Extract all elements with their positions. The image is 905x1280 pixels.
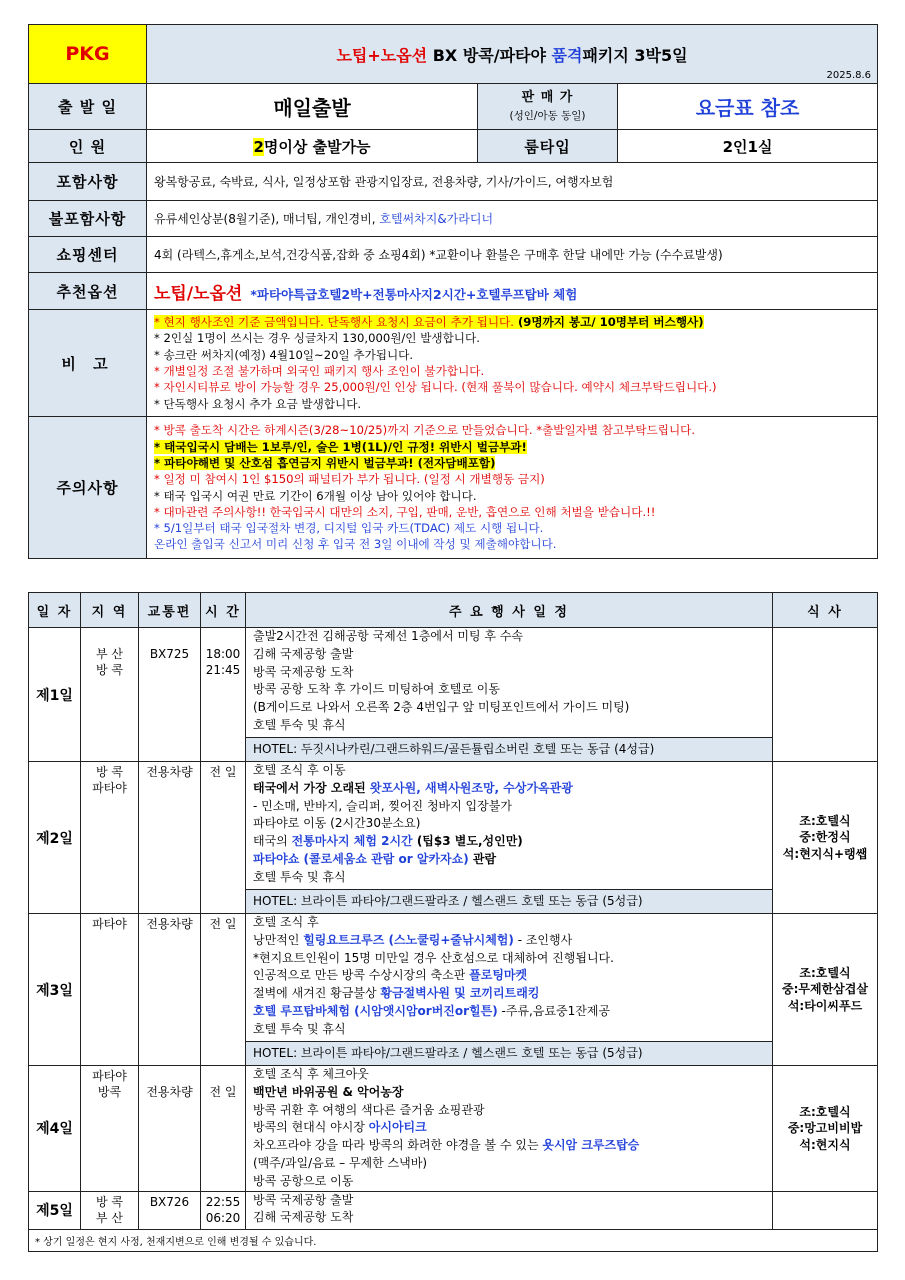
schedule-line: 김해 국제공항 출발 [253, 646, 354, 661]
price-label-sub: (성인/아동 동일) [509, 109, 586, 122]
exclude-text: 유류세인상분(8월기준), 매너팁, 개인경비, [154, 212, 380, 226]
meal-dinner: 석:현지식 [799, 1137, 851, 1152]
option-label: 추천옵션 [29, 273, 147, 310]
schedule-line: 방콕 귀환 후 여행의 색다른 즐거움 쇼핑관광 [253, 1102, 485, 1117]
schedule-line: 호텔 투숙 및 휴식 [253, 717, 346, 732]
day-label: 제4일 [29, 1066, 81, 1192]
remark-line: * 2인실 1명이 쓰시는 경우 싱글차지 130,000원/인 발생합니다. [154, 331, 480, 346]
day-label: 제2일 [29, 762, 81, 914]
schedule-line: *현지요트인원이 15명 미만일 경우 산호섬으로 대체하여 진행됩니다. [253, 950, 614, 965]
option-main: 노팁/노옵션 [154, 283, 243, 304]
remarks-label: 비 고 [29, 310, 147, 417]
people-label: 인 원 [29, 130, 147, 163]
option-sub: *파타야특급호텔2박+전통마사지2시간+호텔루프탑바 체험 [250, 286, 578, 302]
caution-label: 주의사항 [29, 417, 147, 559]
region [81, 762, 139, 914]
title-route: BX 방콕/파타야 [427, 45, 552, 65]
region-line: 파타야 [92, 781, 127, 795]
schedule-line [253, 1119, 772, 1137]
time-line: 06:20 [205, 1210, 241, 1225]
schedule-text: 관람 [468, 851, 497, 866]
region [81, 628, 139, 762]
caution-text: * 파타야해변 및 산호섬 흡연금지 위반시 벌금부과! (전자담배포함) [154, 455, 496, 470]
schedule-line [253, 1137, 772, 1155]
itinerary-header-row [29, 593, 878, 628]
transport: BX726 [139, 1191, 201, 1229]
schedule-text: 차오프라야 강을 따라 방콕의 화려한 야경을 볼 수 있는 [253, 1138, 543, 1153]
schedule-highlight: 플로팅마켓 [469, 968, 528, 983]
schedule-line [253, 985, 772, 1003]
col-header-day: 일 자 [29, 593, 81, 628]
schedule-line: 방콕 국제공항 출발 [253, 1192, 354, 1207]
price-value: 요금표 참조 [618, 84, 878, 130]
remark-line: * 자인시티뷰로 방이 가능할 경우 25,000원/인 인상 됩니다. (현재 풀북이 많습니다. 예약시 체크부탁드립니다.) [154, 380, 717, 395]
caution-text: * 태국입국시 담배는 1보루/인, 술은 1병(1L)/인 규정! 위반시 벌금부과! [154, 439, 527, 454]
schedule-text: 태국의 [253, 834, 292, 849]
col-header-meal: 식 사 [773, 593, 878, 628]
shopping-value: 4회 (라텍스,휴게소,보석,건강식품,잡화 중 쇼핑4회) *교환이나 환불은 구매후 한달 내에만 가능 (수수료발생) [147, 237, 878, 273]
time-line: 22:55 [205, 1194, 241, 1209]
schedule-line: 호텔 조식 후 이동 [253, 763, 346, 777]
caution-line [154, 439, 877, 455]
schedule-highlight: 왓포사원, 새벽사원조망, 수상가옥관광 [369, 780, 573, 795]
remark-text: (9명까지 봉고/ 10명부터 버스행사) [513, 315, 704, 330]
caution-line: * 일정 미 참여시 1인 $150의 패널티가 부가 됩니다. (일정 시 개별행동 금지) [154, 472, 545, 487]
schedule-highlight: 전통마사지 체험 2시간 [291, 834, 413, 849]
col-header-region: 지 역 [81, 593, 139, 628]
people-min-number: 2 [253, 137, 264, 156]
include-value: 왕복항공료, 숙박료, 식사, 일정상포함 관광지입장료, 전용차량, 기사/가이드, 여행자보험 [147, 163, 878, 201]
remark-text: * 현지 행사조인 기준 금액입니다. 단독행사 요청시 요금이 추가 됩니다. [154, 315, 514, 330]
caution-list [147, 417, 878, 559]
departure-value: 매일출발 [147, 84, 478, 130]
schedule-highlight: 파타야쇼 (콜로세움쇼 관람 or 알카자쇼) [253, 851, 469, 866]
schedule-text: 낭만적인 [253, 932, 304, 947]
transport: 전용차량 [139, 762, 201, 914]
region [81, 1066, 139, 1192]
meal-cell [773, 762, 878, 914]
col-header-transport: 교통편 [139, 593, 201, 628]
day-row [29, 1066, 878, 1192]
time-line: 21:45 [205, 663, 241, 677]
schedule-highlight: 황금절벽사원 및 코끼리트래킹 [380, 986, 540, 1001]
exclude-value [147, 201, 878, 237]
title-notip: 노팁+노옵션 [336, 45, 428, 65]
remarks-list [147, 310, 878, 417]
day-label: 제5일 [29, 1191, 81, 1229]
schedule-line: 방콕 공항 도착 후 가이드 미팅하여 호텔로 이동 [253, 682, 500, 697]
exclude-surcharge: 호텔써차지&가라디너 [379, 212, 494, 226]
schedule-line: 호텔 조식 후 [253, 915, 319, 929]
transport: 전용차량 [139, 914, 201, 1066]
meal-lunch: 중:망고비비밥 [787, 1121, 863, 1136]
caution-line: * 5/1일부터 태국 입국절차 변경, 디지털 입국 카드(TDAC) 제도 시행 됩니다. [154, 521, 544, 536]
pkg-badge: PKG [29, 25, 147, 84]
schedule-highlight: 욧시암 크루즈탑승 [542, 1138, 640, 1153]
remark-line: * 송크란 써차지(예정) 4월10일~20일 추가됩니다. [154, 347, 414, 362]
day-row [29, 762, 878, 914]
meal-cell [773, 628, 878, 762]
meal-cell [773, 1066, 878, 1192]
schedule-line: 김해 국제공항 도착 [253, 1210, 354, 1225]
schedule-cell [246, 1191, 773, 1229]
time: 전 일 [201, 914, 246, 1066]
schedule-line: 호텔 조식 후 체크아웃 [253, 1067, 369, 1081]
meal-dinner: 석:타이씨푸드 [787, 998, 863, 1013]
price-label [478, 84, 618, 130]
transport: BX725 [139, 628, 201, 762]
caution-line: * 방콕 출도착 시간은 하계시즌(3/28~10/25)까지 기준으로 만들었습니다. *출발일자별 참고부탁드립니다. [154, 423, 696, 438]
meal-breakfast: 조:호텔식 [799, 965, 851, 980]
day-row [29, 628, 878, 762]
schedule-line [253, 967, 772, 985]
remark-line: * 단독행사 요청시 추가 요금 발생합니다. [154, 396, 362, 411]
hotel-info: HOTEL: 브라이튼 파타야/그랜드팔라조 / 헬스랜드 호텔 또는 동급 (5성급) [246, 1041, 772, 1065]
shopping-label: 쇼핑센터 [29, 237, 147, 273]
schedule-cell [246, 628, 773, 762]
caution-line: * 대마관련 주의사항!! 한국입국시 대만의 소지, 구입, 판매, 운반, 흡연으로 인해 처벌을 받습니다.!! [154, 504, 656, 519]
caution-line: 온라인 출입국 신고서 미리 신청 후 입국 전 3일 이내에 작성 및 제출해야합니다. [154, 537, 557, 552]
schedule-line: - 민소매, 반바지, 슬리퍼, 찢어진 청바지 입장불가 [253, 798, 512, 813]
schedule-cell [246, 1066, 773, 1192]
schedule-line [253, 851, 772, 869]
schedule-line: 출발2시간전 김해공항 국제선 1층에서 미팅 후 수속 [253, 629, 523, 643]
schedule-line: 파타야로 이동 (2시간30분소요) [253, 816, 421, 831]
time-line: 18:00 [205, 647, 241, 661]
transport: 전용차량 [139, 1066, 201, 1192]
region-line: 부 산 [96, 647, 123, 661]
meal-breakfast: 조:호텔식 [799, 1104, 851, 1119]
region-line: 파타야 [92, 1069, 127, 1083]
schedule-line: 방콕 공항으로 이동 [253, 1173, 354, 1188]
schedule-highlight: 호텔 루프탑바체험 (시암앳시암or버진or힐튼) [253, 1003, 498, 1018]
title-duration: 패키지 3박5일 [582, 45, 688, 65]
col-header-time: 시 간 [201, 593, 246, 628]
price-label-main: 판 매 가 [521, 89, 574, 105]
schedule-text: 절벽에 새겨진 황금불상 [253, 986, 381, 1001]
remark-line [154, 314, 877, 330]
region-line: 부 산 [96, 1210, 123, 1225]
schedule-text: -주류,음료중1잔제공 [497, 1003, 611, 1018]
schedule-highlight: 아시아티크 [368, 1120, 427, 1135]
schedule-text: 태국에서 가장 오래된 [253, 780, 370, 795]
option-value [147, 273, 878, 310]
schedule-cell [246, 762, 773, 914]
include-label: 포함사항 [29, 163, 147, 201]
exclude-label: 불포함사항 [29, 201, 147, 237]
col-header-schedule: 주 요 행 사 일 정 [246, 593, 773, 628]
schedule-line [253, 780, 772, 798]
schedule-text: 방콕의 현대식 야시장 [253, 1120, 369, 1135]
remark-line: * 개별일정 조절 불가하며 외국인 패키지 행사 조인이 불가합니다. [154, 364, 485, 378]
meal-dinner: 석:현지식+랭쌥 [782, 846, 868, 861]
departure-label: 출 발 일 [29, 84, 147, 130]
day-label: 제3일 [29, 914, 81, 1066]
region-line: 방 콕 [96, 765, 123, 779]
meal-breakfast: 조:호텔식 [799, 813, 851, 828]
people-value [147, 130, 478, 163]
meal-cell [773, 1191, 878, 1229]
region-line: 방 콕 [96, 663, 123, 677]
caution-line: * 태국 입국시 여권 만료 기간이 6개월 이상 남아 있어야 합니다. [154, 488, 477, 503]
schedule-line: (B게이드로 나와서 오른쪽 2층 4번입구 앞 미팅포인트에서 가이드 미팅) [253, 700, 630, 715]
schedule-highlight: 힐링요트크루즈 (스노쿨링+줄낚시체험) [303, 932, 514, 947]
package-info-table [28, 24, 878, 559]
people-min-text: 명이상 출발가능 [263, 137, 371, 156]
schedule-line: (맥주/과일/음료 – 무제한 스낵바) [253, 1155, 427, 1170]
meal-lunch: 중:무제한삼겹살 [782, 982, 868, 997]
package-title [147, 25, 878, 84]
itinerary-table [28, 592, 878, 1252]
schedule-cell [246, 914, 773, 1066]
schedule-line [253, 1003, 772, 1021]
day-row [29, 1191, 878, 1229]
footnote: * 상기 일정은 현지 사정, 천재지변으로 인해 변경될 수 있습니다. [29, 1229, 878, 1251]
time [201, 1191, 246, 1229]
schedule-line: 백만년 바위공원 & 악어농장 [253, 1084, 404, 1099]
schedule-line: 호텔 투숙 및 휴식 [253, 869, 346, 884]
time: 전 일 [201, 762, 246, 914]
region-line: 방콕 [97, 1085, 122, 1099]
time [201, 628, 246, 762]
schedule-line: 호텔 투숙 및 휴식 [253, 1021, 346, 1036]
room-value: 2인1실 [618, 130, 878, 163]
region [81, 1191, 139, 1229]
title-premium: 품격 [551, 45, 583, 65]
hotel-info: HOTEL: 두짓시나카린/그랜드하워드/골든튤립소버린 호텔 또는 동급 (4성급) [246, 737, 772, 761]
schedule-text: 인공적으로 만든 방콕 수상시장의 축소판 [253, 968, 470, 983]
meal-lunch: 중:한정식 [799, 830, 851, 845]
schedule-line [253, 932, 772, 950]
hotel-info: HOTEL: 브라이튼 파타야/그랜드팔라조 / 헬스랜드 호텔 또는 동급 (5성급) [246, 889, 772, 913]
region-line: 방 콕 [96, 1194, 123, 1209]
meal-cell [773, 914, 878, 1066]
schedule-text: (팁$3 별도,성인만) [412, 834, 523, 849]
schedule-text: - 조인행사 [513, 932, 573, 947]
region: 파타야 [81, 914, 139, 1066]
caution-line [154, 455, 877, 471]
time: 전 일 [201, 1066, 246, 1192]
day-label: 제1일 [29, 628, 81, 762]
room-label: 룸타입 [478, 130, 618, 163]
issue-date: 2025.8.6 [826, 70, 872, 81]
schedule-line: 방콕 국제공항 도착 [253, 664, 354, 679]
schedule-line [253, 833, 772, 851]
day-row [29, 914, 878, 1066]
